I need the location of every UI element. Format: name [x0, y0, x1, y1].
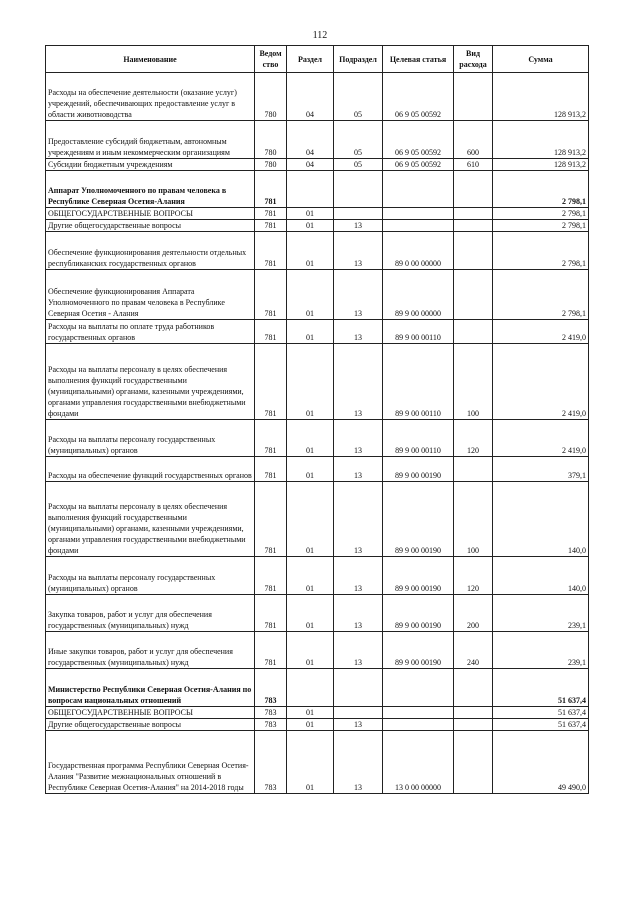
row-target: 89 9 00 00190 [383, 457, 454, 482]
row-target [383, 171, 454, 208]
row-section: 01 [287, 595, 334, 632]
table-row [46, 707, 589, 719]
row-expense-type [454, 457, 493, 482]
table-row [46, 232, 589, 270]
row-target: 06 9 05 00592 [383, 159, 454, 171]
header-sum: Сумма [493, 46, 589, 73]
row-subsection [334, 707, 383, 719]
row-target: 06 9 05 00592 [383, 121, 454, 159]
row-name: Расходы на выплаты персоналу государственных (муниципальных) органов [46, 557, 255, 595]
row-section: 04 [287, 73, 334, 121]
row-ministry: 781 [255, 557, 287, 595]
row-subsection: 13 [334, 482, 383, 557]
row-section: 04 [287, 121, 334, 159]
row-ministry: 783 [255, 731, 287, 794]
row-expense-type [454, 220, 493, 232]
row-subsection [334, 171, 383, 208]
row-subsection [334, 208, 383, 220]
row-expense-type [454, 731, 493, 794]
row-subsection: 13 [334, 420, 383, 457]
row-subsection: 05 [334, 73, 383, 121]
row-expense-type [454, 208, 493, 220]
row-subsection: 13 [334, 719, 383, 731]
row-section: 01 [287, 707, 334, 719]
row-expense-type [454, 707, 493, 719]
budget-table [45, 45, 589, 794]
table-row [46, 731, 589, 794]
row-section: 01 [287, 457, 334, 482]
row-ministry: 781 [255, 420, 287, 457]
header-expense-type: Вид расхода [454, 46, 493, 73]
row-section: 01 [287, 320, 334, 344]
table-header-row [46, 46, 589, 73]
row-subsection: 05 [334, 159, 383, 171]
row-name: Государственная программа Республики Северная Осетия-Алания "Развитие межнациональных отношений в Республике Северная Осетия-Алания" на 2014-2018 годы [46, 731, 255, 794]
row-section [287, 669, 334, 707]
row-name: Другие общегосударственные вопросы [46, 220, 255, 232]
row-expense-type: 100 [454, 482, 493, 557]
row-name: Расходы на выплаты по оплате труда работников государственных органов [46, 320, 255, 344]
table-row [46, 557, 589, 595]
row-expense-type: 200 [454, 595, 493, 632]
row-expense-type [454, 719, 493, 731]
row-section: 01 [287, 632, 334, 669]
row-name: Закупка товаров, работ и услуг для обеспечения государственных (муниципальных) нужд [46, 595, 255, 632]
row-ministry: 781 [255, 632, 287, 669]
row-sum: 379,1 [493, 457, 589, 482]
row-target: 13 0 00 00000 [383, 731, 454, 794]
row-target [383, 719, 454, 731]
table-row [46, 632, 589, 669]
row-expense-type: 120 [454, 420, 493, 457]
table-row [46, 159, 589, 171]
row-sum: 239,1 [493, 595, 589, 632]
row-ministry: 781 [255, 232, 287, 270]
row-ministry: 781 [255, 208, 287, 220]
row-name: Расходы на обеспечение деятельности (оказание услуг) учреждений, обеспечивающих предоставление услуг в области животноводства [46, 73, 255, 121]
row-section: 01 [287, 719, 334, 731]
row-expense-type: 600 [454, 121, 493, 159]
header-name: Наименование [46, 46, 255, 73]
row-target: 06 9 05 00592 [383, 73, 454, 121]
row-section: 01 [287, 208, 334, 220]
row-target: 89 9 00 00190 [383, 482, 454, 557]
row-name: Обеспечение функционирования деятельности отдельных республиканских государственных органов [46, 232, 255, 270]
row-name: ОБЩЕГОСУДАРСТВЕННЫЕ ВОПРОСЫ [46, 707, 255, 719]
row-name: Другие общегосударственные вопросы [46, 719, 255, 731]
row-expense-type [454, 320, 493, 344]
row-name: Субсидии бюджетным учреждениям [46, 159, 255, 171]
row-section: 01 [287, 482, 334, 557]
row-section: 04 [287, 159, 334, 171]
table-row [46, 669, 589, 707]
page-number: 112 [312, 30, 328, 41]
row-ministry: 781 [255, 457, 287, 482]
table-row [46, 482, 589, 557]
row-section: 01 [287, 731, 334, 794]
row-ministry: 781 [255, 344, 287, 420]
row-ministry: 781 [255, 171, 287, 208]
row-target: 89 9 00 00110 [383, 344, 454, 420]
row-sum: 2 798,1 [493, 220, 589, 232]
row-subsection: 13 [334, 270, 383, 320]
row-name: Предоставление субсидий бюджетным, автономным учреждениям и иным некоммерческим организациям [46, 121, 255, 159]
row-ministry: 783 [255, 707, 287, 719]
table-row [46, 270, 589, 320]
row-target: 89 0 00 00000 [383, 232, 454, 270]
row-name: Обеспечение функционирования Аппарата Уполномоченного по правам человека в Республике Северная Осетия - Алания [46, 270, 255, 320]
header-ministry: Ведом ство [255, 46, 287, 73]
row-subsection: 13 [334, 632, 383, 669]
row-subsection: 13 [334, 320, 383, 344]
row-subsection: 13 [334, 731, 383, 794]
table-row [46, 220, 589, 232]
row-target: 89 9 00 00110 [383, 420, 454, 457]
row-name: Расходы на обеспечение функций государственных органов [46, 457, 255, 482]
row-name: Расходы на выплаты персоналу государственных (муниципальных) органов [46, 420, 255, 457]
row-target [383, 208, 454, 220]
row-target: 89 9 00 00190 [383, 595, 454, 632]
row-target: 89 9 00 00190 [383, 632, 454, 669]
row-expense-type [454, 669, 493, 707]
row-section: 01 [287, 557, 334, 595]
row-section [287, 171, 334, 208]
table-row [46, 344, 589, 420]
table-row [46, 457, 589, 482]
row-sum: 2 798,1 [493, 270, 589, 320]
table-row [46, 208, 589, 220]
header-target: Целевая статья [383, 46, 454, 73]
row-section: 01 [287, 270, 334, 320]
row-target [383, 669, 454, 707]
row-sum: 2 419,0 [493, 320, 589, 344]
row-sum: 239,1 [493, 632, 589, 669]
row-subsection: 13 [334, 344, 383, 420]
row-ministry: 781 [255, 270, 287, 320]
row-sum: 128 913,2 [493, 121, 589, 159]
row-subsection: 13 [334, 457, 383, 482]
row-expense-type [454, 171, 493, 208]
row-sum: 140,0 [493, 557, 589, 595]
row-expense-type [454, 232, 493, 270]
row-sum: 51 637,4 [493, 669, 589, 707]
row-subsection [334, 669, 383, 707]
header-section: Раздел [287, 46, 334, 73]
row-sum: 128 913,2 [493, 159, 589, 171]
header-subsection: Подраздел [334, 46, 383, 73]
row-name: Иные закупки товаров, работ и услуг для обеспечения государственных (муниципальных) нужд [46, 632, 255, 669]
row-target: 89 9 00 00110 [383, 320, 454, 344]
row-section: 01 [287, 344, 334, 420]
row-ministry: 783 [255, 669, 287, 707]
row-name: Расходы на выплаты персоналу в целях обеспечения выполнения функций государственными (муниципальными) органами, казенными учреждениями, органами управления государственными внебюджетными фондами [46, 344, 255, 420]
row-sum: 2 798,1 [493, 171, 589, 208]
table-row [46, 420, 589, 457]
row-sum: 2 419,0 [493, 420, 589, 457]
row-expense-type [454, 73, 493, 121]
row-sum: 2 798,1 [493, 208, 589, 220]
row-subsection: 13 [334, 557, 383, 595]
row-sum: 140,0 [493, 482, 589, 557]
table-row [46, 320, 589, 344]
table-row [46, 121, 589, 159]
row-name: Расходы на выплаты персоналу в целях обеспечения выполнения функций государственными (муниципальными) органами, казенными учреждениями, органами управления государственными внебюджетными фондами [46, 482, 255, 557]
row-sum: 2 419,0 [493, 344, 589, 420]
row-expense-type: 100 [454, 344, 493, 420]
row-target: 89 9 00 00000 [383, 270, 454, 320]
row-ministry: 781 [255, 482, 287, 557]
row-name: Аппарат Уполномоченного по правам человека в Республике Северная Осетия-Алания [46, 171, 255, 208]
row-ministry: 781 [255, 595, 287, 632]
row-ministry: 781 [255, 220, 287, 232]
row-expense-type: 120 [454, 557, 493, 595]
row-expense-type [454, 270, 493, 320]
row-name: Министерство Республики Северная Осетия-Алания по вопросам национальных отношений [46, 669, 255, 707]
row-ministry: 781 [255, 320, 287, 344]
row-target: 89 9 00 00190 [383, 557, 454, 595]
row-subsection: 05 [334, 121, 383, 159]
row-sum: 49 490,0 [493, 731, 589, 794]
row-subsection: 13 [334, 220, 383, 232]
row-ministry: 783 [255, 719, 287, 731]
row-section: 01 [287, 220, 334, 232]
table-row [46, 719, 589, 731]
row-section: 01 [287, 420, 334, 457]
row-target [383, 707, 454, 719]
row-expense-type: 240 [454, 632, 493, 669]
table-row [46, 595, 589, 632]
row-expense-type: 610 [454, 159, 493, 171]
table-row [46, 171, 589, 208]
row-target [383, 220, 454, 232]
row-ministry: 780 [255, 73, 287, 121]
row-subsection: 13 [334, 232, 383, 270]
row-subsection: 13 [334, 595, 383, 632]
table-row [46, 73, 589, 121]
row-ministry: 780 [255, 159, 287, 171]
row-name: ОБЩЕГОСУДАРСТВЕННЫЕ ВОПРОСЫ [46, 208, 255, 220]
row-ministry: 780 [255, 121, 287, 159]
row-sum: 51 637,4 [493, 719, 589, 731]
row-section: 01 [287, 232, 334, 270]
row-sum: 51 637,4 [493, 707, 589, 719]
row-sum: 128 913,2 [493, 73, 589, 121]
row-sum: 2 798,1 [493, 232, 589, 270]
